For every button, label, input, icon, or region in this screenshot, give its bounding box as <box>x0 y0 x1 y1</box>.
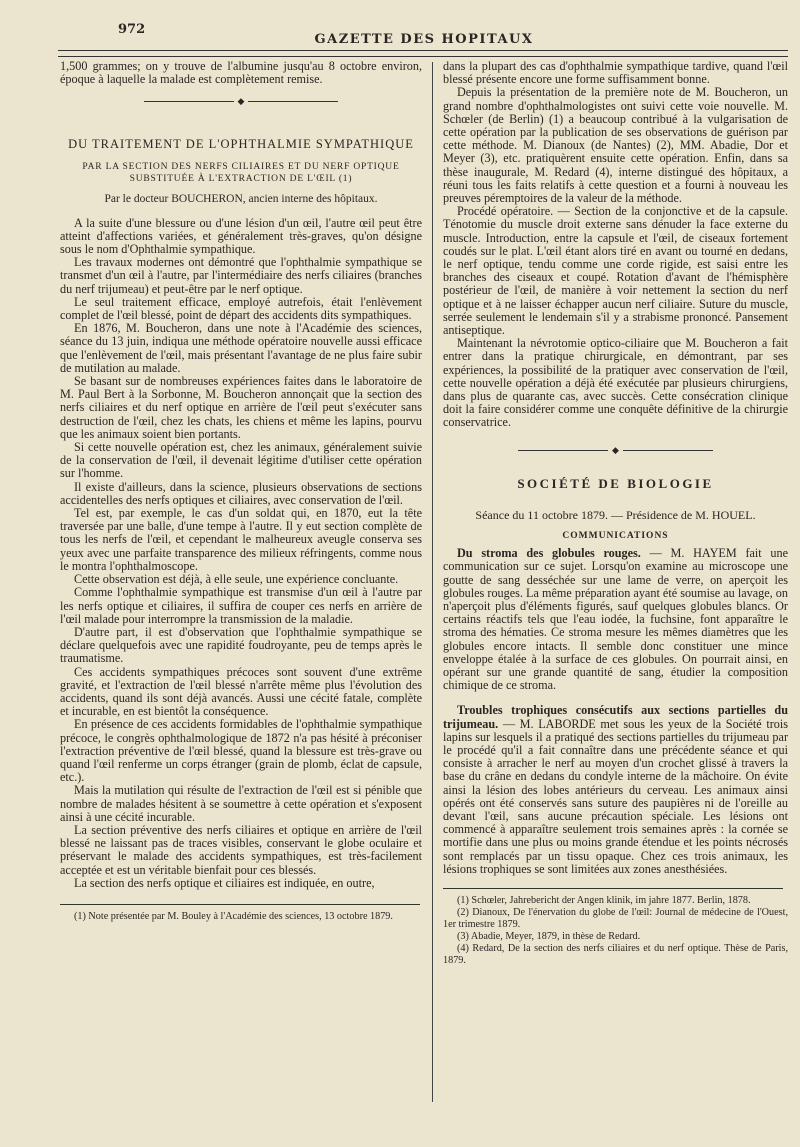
communication-2 <box>443 704 788 876</box>
communication-1 <box>443 547 788 692</box>
footnote: (1) Note présentée par M. Bouley à l'Académie des sciences, 13 octobre 1879. <box>74 910 393 922</box>
communication-1-heading: Du stroma des globules rouges. <box>457 546 641 561</box>
continued-paragraph: 1,500 grammes; on y trouve de l'albumine jusqu'au 8 octobre environ, époque à laquelle la malade est complètement remise. <box>60 59 422 87</box>
communication-1-author: — M. HAYEM <box>649 546 737 561</box>
footnote: (3) Abadie, Meyer, 1879, in thèse de Redard. <box>457 930 641 942</box>
footnote: (4) Redard, De la section des nerfs ciliaires et du nerf optique. Thèse de Paris, 1879. <box>443 942 788 966</box>
footnote-rule <box>443 888 783 889</box>
article-paragraph: Mais la mutilation qui résulte de l'extraction de l'œil est si pénible que nombre de malades hésitent à se soumettre à cette opération et s'exposent ainsi à une cécité incurable. <box>60 783 422 824</box>
column-divider <box>432 62 433 1102</box>
footnote-rule <box>60 904 420 905</box>
article-paragraph: Tel est, par exemple, le cas d'un soldat qui, en 1870, eut la tête traversée par une balle, d'une tempe à l'autre. Il y eut section complète de tous les nerfs de l'œil, et cependant le malheureux aveugle conserva ses yeux avec une parfaite transparence des milieux réfringents, comme nous le montra l'ophthalmoscope. <box>60 506 422 573</box>
header-rule <box>58 50 788 57</box>
page-header <box>60 22 788 48</box>
footnote: (1) Schœler, Jahrebericht der Angen klinik, im jahre 1877. Berlin, 1878. <box>457 894 751 906</box>
article-paragraph: Les travaux modernes ont démontré que l'ophthalmie sympathique se transmet d'un œil à l'autre, par l'intermédiaire des nerfs ciliaires (branches du nerf trijumeau) et peut-être par le nerf optique. <box>60 255 422 296</box>
article-paragraph: Si cette nouvelle opération est, chez les animaux, généralement suivie de la conservation de l'œil, il devenait légitime d'utiliser cette opération sur l'homme. <box>60 440 422 481</box>
right-column <box>443 60 788 967</box>
communication-2-body: met sous les yeux de la Société trois lapins sur lesquels il a pratiqué des sections partielles du trijumeau par le procédé qu'il a fait connaître dans une précédente séance et qui consiste à arracher le nerf au moyen d'un crochet glissé à travers la base du crâne en dedans du condyle interne de la mâchoire. On évite ainsi la lésion des lobes antérieurs du cerveau. Les animaux ainsi opérés ont été conservés sans suture des paupières ni de l'oreille au devant l'œil, sans aucune précaution spéciale. Les lésions ont commencé à apparaître seulement trois semaines après : la cornée se mortifie dans une plus ou moins grande étendue et les points nécrosés sont remplacés par un tissu opaque. Chez ces trois animaux, les lésions trophiques se sont limitées aux zones anesthésiées. <box>443 716 789 876</box>
article-paragraph: dans la plupart des cas d'ophthalmie sympathique tardive, quand l'œil blessé présente encore une forme suffisamment bonne. <box>443 59 788 87</box>
article-paragraph: Ces accidents sympathiques précoces sont souvent d'une extrême gravité, et l'extraction de l'œil blessé n'arrête même plus l'évolution des accidents, quand ils sont déjà avancés. Aussi une cécité fatale, complète et incurable, en est bientôt la conséquence. <box>60 664 422 719</box>
section-ornament: ◆ <box>60 94 422 108</box>
communication-2-heading: Troubles trophiques consécutifs aux sections partielles du trijumeau. <box>443 703 788 731</box>
seance-line: Séance du 11 octobre 1879. — Présidence de M. HOUEL. <box>475 507 756 522</box>
society-title: SOCIÉTÉ DE BIOLOGIE <box>517 476 714 492</box>
left-column <box>60 60 422 923</box>
article-paragraph: Maintenant la névrotomie optico-ciliaire que M. Boucheron a fait entrer dans la pratique chirurgicale, en démontrant, par ses expériences, la possibilité de la pratiquer avec conservation de l'œil, cette nouvelle opération a déjà été exécutée par plusieurs chirurgiens, dans plus de quarante cas, avec succès. Cette consécration clinique doit la faire considérer comme une conquête définitive de la chirurgie conservatrice. <box>443 336 788 430</box>
article-subtitle: PAR LA SECTION DES NERFS CILIAIRES ET DU NERF OPTIQUE SUBSTITUÉE À L'EXTRACTION DE L'ŒIL (1) <box>82 162 400 185</box>
section-ornament: ◆ <box>443 444 788 458</box>
article-paragraph: Depuis la présentation de la première note de M. Boucheron, un grand nombre d'ophthalmologistes ont suivi cette voie nouvelle. M. Schœler (de Berlin) (1) a beaucoup contribué à la vulgarisation de cette opération par la publication de ses observations de guérison par cette méthode. M. Dianoux (de Nantes) (2), MM. Abadie, Dor et Meyer (3), etc. pratiquèrent ensuite cette opération. Enfin, dans sa thèse inaugurale, M. Redard (4), interne distingué des hôpitaux, a réuni tous les faits relatifs à cette question et a fourni à nouveau les preuves péremptoires de la valeur de la méthode. <box>443 85 788 206</box>
article-paragraph: Procédé opératoire. — Section de la conjonctive et de la capsule. Ténotomie du muscle droit externe sans dénuder la face externe du muscle. Introduction, entre la capsule et l'œil, de ciseaux fortement coudés sur le plat. L'œil étant alors tiré en avant ou tourné en dedans, le nerf optique, tendu comme une corde rigide, est saisi entre les branches des ciseaux et coupé. Rotation d'avant de l'hémisphère postérieur de l'œil, de manière à voir nettement la section du nerf optique et à ne laisser échapper aucun nerf ciliaire. Suture du muscle, serrée seulement le lendemain s'il y a strabisme prononcé. Pansement antiseptique. <box>443 204 788 338</box>
article-title: DU TRAITEMENT DE L'OPHTHALMIE SYMPATHIQUE <box>68 137 414 152</box>
communications-heading: COMMUNICATIONS <box>562 530 669 541</box>
article-paragraph: La section préventive des nerfs ciliaires et optique en arrière de l'œil blessé ne laissant pas de traces visibles, conservant le globe oculaire et préservant le malade des accidents sympathiques, est très-facilement acceptée et est un véritable bienfait pour ces blessés. <box>60 822 422 877</box>
article-paragraph: Comme l'ophthalmie sympathique est transmise d'un œil à l'autre par les nerfs optique et ciliaires, il suffira de couper ces nerfs en arrière de l'œil malade pour interrompre la transmission de la maladie. <box>60 585 422 626</box>
article-paragraph: D'autre part, il est d'observation que l'ophthalmie sympathique se déclare quelquefois avec une rapidité foudroyante, peu de temps après le traumatisme. <box>60 624 422 666</box>
footnote: (2) Dianoux, De l'énervation du globe de l'œil: Journal de médecine de l'Ouest, 1er trimestre 1879. <box>443 906 788 930</box>
article-author: Par le docteur BOUCHERON, ancien interne des hôpitaux. <box>104 193 378 206</box>
page-number: 972 <box>118 22 146 37</box>
article-paragraph: En présence de ces accidents formidables de l'ophthalmie sympathique précoce, le congrès ophthalmologique de 1872 n'a pas hésité à préconiser l'extraction préventive de l'œil blessé, quand la blessure est très-grave ou quand l'œil renferme un corps étranger (grain de plomb, éclat de capsule, etc.). <box>60 717 422 785</box>
communication-2-author: — M. LABORDE <box>502 716 596 731</box>
article-paragraph: Se basant sur de nombreuses expériences faites dans le laboratoire de M. Paul Bert à la Sorbonne, M. Boucheron annonçait que la section des nerfs ciliaires et du nerf optique en arrière de l'œil peut s'exécuter sans destruction de l'œil, chez les chats, les chiens et même les lapins, pourvu que les animaux soient bien portants. <box>60 374 422 441</box>
article-paragraph: La section des nerfs optique et ciliaires est indiquée, en outre, <box>74 875 375 890</box>
article-paragraph: Le seul traitement efficace, employé autrefois, était l'enlèvement complet de l'œil blessé, point de départ des accidents dits sympathiques. <box>60 294 422 323</box>
article-paragraph: Il existe d'ailleurs, dans la science, plusieurs observations de sections accidentelles des nerfs optiques et ciliaires, avec conservation de l'œil. <box>60 479 422 507</box>
article-paragraph: A la suite d'une blessure ou d'une lésion d'un œil, l'autre œil peut être atteint d'affections variées, et généralement très-graves, qu'on désigne sous le nom d'Ophthalmie sympathique. <box>60 215 422 257</box>
article-paragraph: Cette observation est déjà, à elle seule, une expérience concluante. <box>74 572 399 587</box>
running-title: GAZETTE DES HOPITAUX <box>314 32 534 47</box>
article-paragraph: En 1876, M. Boucheron, dans une note à l'Académie des sciences, séance du 13 juin, indiqua une méthode opératoire nouvelle aussi efficace que l'enlèvement de l'œil, mais présentant l'avantage de ne plus faire subir de mutilation au malade. <box>60 321 422 375</box>
communication-1-body: fait une communication sur ce sujet. Lorsqu'on examine au microscope une goutte de sang desséchée sur une lame de verre, on aperçoit les globules rouges. La même préparation ayant été soumise au lavage, on n'aperçoit plus d'éléments figurés, sauf quelques globules blancs. Or certains réactifs tels que l'eau iodée, la fuchsine, font apparaître le stroma des hématies. Ce stroma mesure les mêmes diamètres que les globules encore intacts. Il semble donc constituer une mince enveloppe étalée à la surface de ces globules. On pourrait ainsi, en opérant sur une grande quantité de sang, étudier la composition chimique de ce stroma. <box>443 546 789 693</box>
